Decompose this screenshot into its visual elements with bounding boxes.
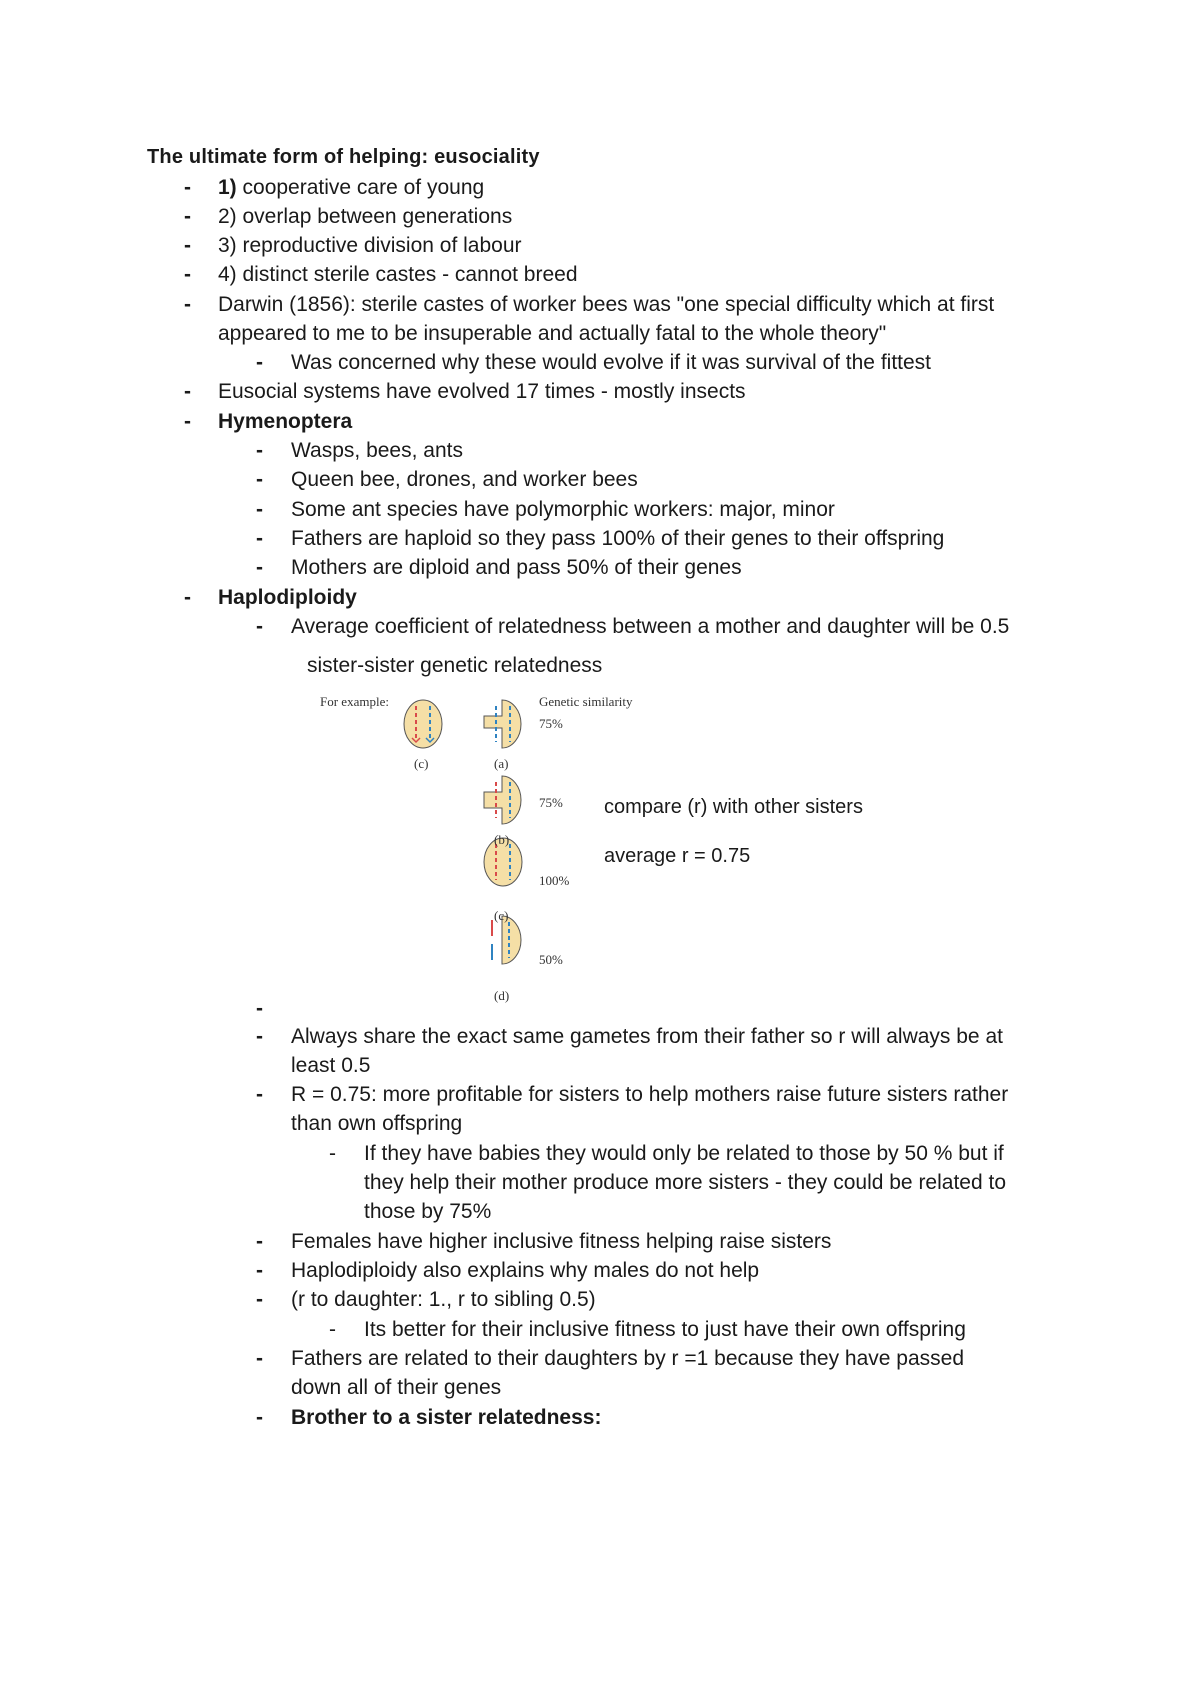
genome-label-c: (c) [494, 908, 509, 923]
bullet-dash: - [184, 586, 191, 609]
similarity-percent-a: 75% [539, 716, 563, 731]
bullet-dash: - [256, 498, 263, 521]
list-item-continuation: down all of their genes [291, 1376, 502, 1399]
similarity-percent-c: 100% [539, 873, 570, 888]
bullet-dash: - [184, 263, 191, 286]
list-item-continuation: those by 75% [364, 1200, 492, 1223]
list-item: 4) distinct sterile castes - cannot breed [218, 263, 578, 286]
figure-average-note: average r = 0.75 [604, 845, 751, 867]
genome-label-d: (d) [494, 988, 510, 1003]
bullet-dash: - [329, 1142, 336, 1165]
example-genome-label: (c) [414, 756, 429, 771]
page-title: The ultimate form of helping: eusociality [147, 146, 540, 168]
list-item-text: cooperative care of young [236, 176, 485, 199]
list-item: Fathers are haploid so they pass 100% of their genes to their offspring [291, 527, 945, 550]
bullet-dash: - [256, 997, 263, 1020]
bullet-dash: - [256, 439, 263, 462]
bullet-dash: - [256, 468, 263, 491]
bullet-dash: - [184, 380, 191, 403]
relatedness-figure [288, 650, 928, 1010]
bullet-dash: - [256, 1347, 263, 1370]
list-item-number: 1) [218, 176, 237, 199]
list-item: Brother to a sister relatedness: [291, 1406, 602, 1429]
genome-b-icon [484, 776, 521, 824]
figure-for-example-label: For example: [320, 694, 389, 709]
list-item-continuation: they help their mother produce more sisters - they could be related to [364, 1171, 1006, 1194]
list-item: If they have babies they would only be related to those by 50 % but if [364, 1142, 1004, 1165]
list-item: Eusocial systems have evolved 17 times - mostly insects [218, 380, 746, 403]
bullet-dash: - [256, 615, 263, 638]
list-item: Haplodiploidy also explains why males do not help [291, 1259, 760, 1282]
list-item: 2) overlap between generations [218, 205, 513, 228]
list-item: Was concerned why these would evolve if it was survival of the fittest [291, 351, 932, 374]
genome-a-icon [484, 700, 521, 748]
list-item: R = 0.75: more profitable for sisters to help mothers raise future sisters rather [291, 1083, 1009, 1106]
list-item: Always share the exact same gametes from their father so r will always be at [291, 1025, 1003, 1048]
bullet-dash: - [184, 176, 191, 199]
bullet-dash: - [184, 410, 191, 433]
list-item: Fathers are related to their daughters by r =1 because they have passed [291, 1347, 964, 1370]
bullet-dash: - [256, 351, 263, 374]
list-item: (r to daughter: 1., r to sibling 0.5) [291, 1288, 596, 1311]
list-item-continuation: least 0.5 [291, 1054, 371, 1077]
list-item: Queen bee, drones, and worker bees [291, 468, 638, 491]
figure-genetic-similarity-label: Genetic similarity [539, 694, 633, 709]
bullet-dash: - [256, 1083, 263, 1106]
list-item: Some ant species have polymorphic workers: major, minor [291, 498, 835, 521]
list-item: Its better for their inclusive fitness to just have their own offspring [364, 1318, 966, 1341]
bullet-dash: - [256, 1259, 263, 1282]
bullet-dash: - [256, 527, 263, 550]
list-item-continuation: appeared to me to be insuperable and actually fatal to the whole theory" [218, 322, 887, 345]
bullet-dash: - [256, 1230, 263, 1253]
list-item: Average coefficient of relatedness between a mother and daughter will be 0.5 [291, 615, 1010, 638]
list-item [218, 173, 484, 202]
list-item: Darwin (1856): sterile castes of worker bees was "one special difficulty which at first [218, 293, 995, 316]
list-item: Wasps, bees, ants [291, 439, 463, 462]
bullet-dash: - [256, 1406, 263, 1429]
section-heading-haplodiploidy: Haplodiploidy [218, 586, 357, 609]
list-item-continuation: than own offspring [291, 1112, 463, 1135]
genome-label-b: (b) [494, 832, 510, 847]
bullet-dash: - [256, 556, 263, 579]
example-genome-c-icon [404, 700, 442, 748]
bullet-dash: - [184, 234, 191, 257]
genome-label-a: (a) [494, 756, 509, 771]
figure-title: sister-sister genetic relatedness [307, 654, 603, 677]
similarity-percent-d: 50% [539, 952, 563, 967]
list-item: 3) reproductive division of labour [218, 234, 522, 257]
list-item: Mothers are diploid and pass 50% of their genes [291, 556, 742, 579]
bullet-dash: - [184, 205, 191, 228]
section-heading-hymenoptera: Hymenoptera [218, 410, 353, 433]
list-item: Females have higher inclusive fitness helping raise sisters [291, 1230, 832, 1253]
bullet-dash: - [329, 1318, 336, 1341]
bullet-dash: - [256, 1288, 263, 1311]
bullet-dash: - [184, 293, 191, 316]
figure-compare-note: compare (r) with other sisters [604, 796, 863, 818]
similarity-percent-b: 75% [539, 795, 563, 810]
bullet-dash: - [256, 1025, 263, 1048]
